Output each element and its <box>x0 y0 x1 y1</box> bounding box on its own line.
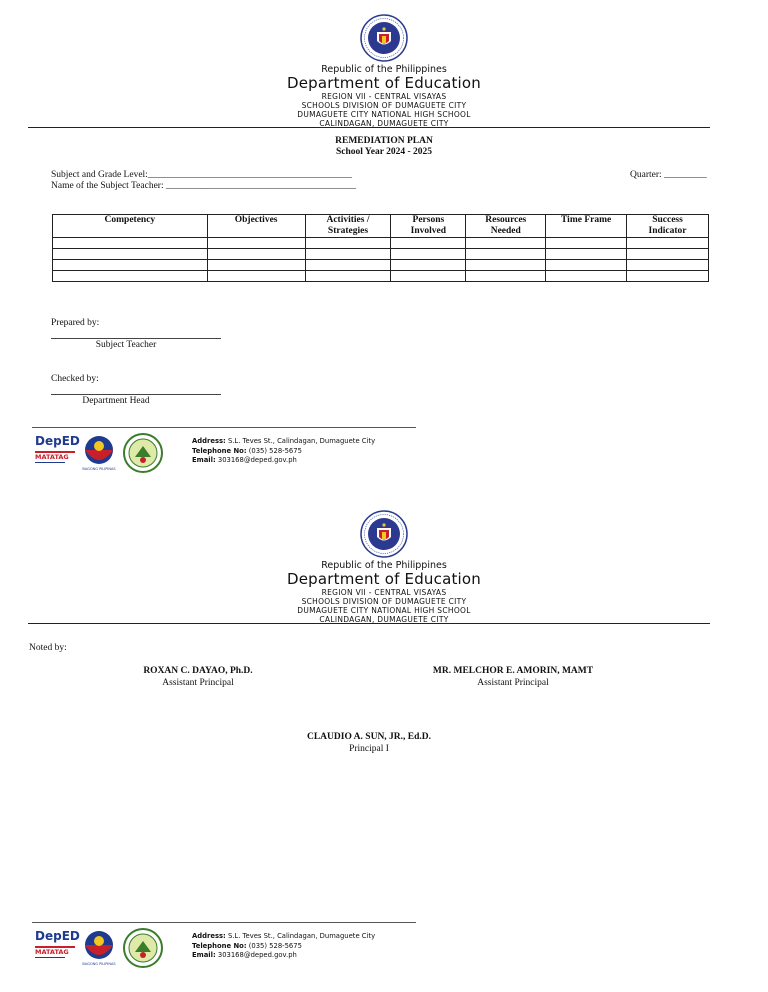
republic-text: Republic of the Philippines <box>321 64 447 75</box>
footer-contact <box>192 437 375 466</box>
deped-matatag-logo: DepED MATATAG <box>35 929 80 956</box>
principal-name: CLAUDIO A. SUN, JR., Ed.D. <box>306 732 432 742</box>
prepared-role: Subject Teacher <box>95 340 157 350</box>
prepared-by-label: Prepared by: <box>51 318 100 328</box>
plan-title: REMEDIATION PLAN <box>335 136 433 146</box>
phone-label: Telephone No: <box>192 941 247 950</box>
quarter-field[interactable]: Quarter: _________ <box>630 170 707 180</box>
deped-matatag-logo: DepED MATATAG <box>35 434 80 461</box>
checked-signature-line[interactable] <box>51 394 221 395</box>
address-value: S.L. Teves St., Calindagan, Dumaguete City <box>227 932 376 940</box>
prepared-signature-line[interactable] <box>51 338 221 339</box>
address-value: S.L. Teves St., Calindagan, Dumaguete City <box>227 437 376 445</box>
principal <box>259 731 479 755</box>
bagong-pilipinas-logo <box>82 434 116 472</box>
school-text: DUMAGUETE CITY NATIONAL HIGH SCHOOL <box>297 110 471 119</box>
ap2-name: MR. MELCHOR E. AMORIN, MAMT <box>432 666 594 676</box>
address-label: Address: <box>192 437 226 445</box>
email-label: Email: <box>192 951 216 959</box>
department-title: Department of Education <box>286 74 482 92</box>
assistant-principal-2 <box>403 665 623 689</box>
subject-grade-field[interactable]: Subject and Grade Level:___________________________________________ <box>51 170 353 180</box>
email-value[interactable]: 303168@deped.gov.ph <box>217 951 297 959</box>
division-text: SCHOOLS DIVISION OF DUMAGUETE CITY <box>301 101 467 110</box>
remediation-table <box>52 214 709 282</box>
col-resources: Resources Needed <box>466 215 546 238</box>
school-year: School Year 2024 - 2025 <box>335 147 433 157</box>
col-objectives: Objectives <box>207 215 305 238</box>
table-row[interactable] <box>53 249 709 260</box>
footer-divider <box>32 922 416 923</box>
phone-value: (035) 528-5675 <box>248 941 302 950</box>
school-text: DUMAGUETE CITY NATIONAL HIGH SCHOOL <box>297 606 471 615</box>
division-text: SCHOOLS DIVISION OF DUMAGUETE CITY <box>301 597 467 606</box>
header-divider <box>28 127 710 128</box>
svg-text:BAGONG PILIPINAS: BAGONG PILIPINAS <box>82 467 116 471</box>
department-title: Department of Education <box>286 570 482 588</box>
school-address-text: CALINDAGAN, DUMAGUETE CITY <box>319 615 449 624</box>
table-row[interactable] <box>53 271 709 282</box>
col-activities: Activities / Strategies <box>305 215 391 238</box>
ap1-role: Assistant Principal <box>162 678 234 688</box>
table-row[interactable] <box>53 238 709 249</box>
table-row[interactable] <box>53 260 709 271</box>
ap1-name: ROXAN C. DAYAO, Ph.D. <box>143 666 253 676</box>
republic-text: Republic of the Philippines <box>321 560 447 571</box>
assistant-principal-1 <box>98 665 298 689</box>
footer-divider <box>32 427 416 428</box>
checked-role: Department Head <box>82 396 150 406</box>
col-time-frame: Time Frame <box>546 215 627 238</box>
svg-text:BAGONG PILIPINAS: BAGONG PILIPINAS <box>82 962 116 966</box>
bagong-pilipinas-logo <box>82 929 116 967</box>
email-label: Email: <box>192 456 216 464</box>
table-header-row <box>53 215 709 238</box>
page1-header <box>0 14 768 128</box>
address-label: Address: <box>192 932 226 940</box>
noted-by-label: Noted by: <box>29 643 67 653</box>
col-persons: Persons Involved <box>391 215 466 238</box>
school-address-text: CALINDAGAN, DUMAGUETE CITY <box>319 119 449 128</box>
header-divider <box>28 623 710 624</box>
deped-seal-icon <box>360 14 408 62</box>
principal-role: Principal I <box>349 744 389 754</box>
footer-contact <box>192 932 375 961</box>
col-success: Success Indicator <box>627 215 709 238</box>
email-value[interactable]: 303168@deped.gov.ph <box>217 456 297 464</box>
teacher-name-field[interactable]: Name of the Subject Teacher: ________________________________________ <box>51 181 356 191</box>
region-text: REGION VII - CENTRAL VISAYAS <box>321 588 447 597</box>
checked-by-label: Checked by: <box>51 374 99 384</box>
phone-label: Telephone No: <box>192 446 247 455</box>
school-seal-icon <box>123 928 163 968</box>
school-seal-icon <box>123 433 163 473</box>
region-text: REGION VII - CENTRAL VISAYAS <box>321 92 447 101</box>
col-competency: Competency <box>53 215 208 238</box>
deped-seal-icon <box>360 510 408 558</box>
page2-header <box>0 510 768 624</box>
ap2-role: Assistant Principal <box>477 678 549 688</box>
phone-value: (035) 528-5675 <box>248 446 302 455</box>
